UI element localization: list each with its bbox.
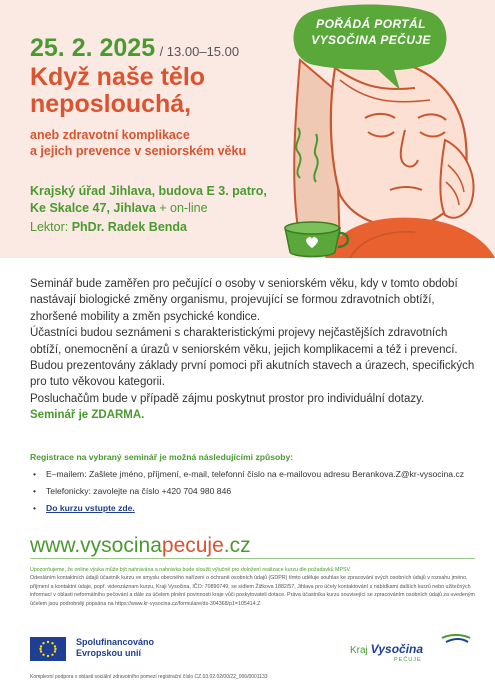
registration-link-item (30, 501, 480, 516)
bubble-line-1: POŘÁDÁ PORTÁL (316, 17, 426, 31)
footer-registration-number: Komplexní podpora v oblasti sociální zdravotního pomezí registrační číslo CZ.03.02.02/00/22_006/0001133 (30, 674, 268, 680)
website-part-1: www.vysocina (30, 534, 162, 557)
lecturer (30, 220, 187, 234)
registration-phone-text: Telefonicky: zavolejte na číslo +420 704 980 846 (46, 486, 232, 496)
kraj-prefix: Kraj (350, 645, 371, 656)
registration-email-item (30, 467, 480, 482)
registration-section (30, 450, 480, 516)
recording-note: Upozorňujeme, že online výuka může být nahrávána a nahrávka bude sloužit výlučně pro doložení realizace kurzu dle požadavků MPSV. (30, 567, 352, 573)
kraj-name (350, 642, 423, 656)
eu-flag-icon (30, 637, 66, 661)
page-title (30, 64, 285, 118)
eu-text (76, 637, 154, 659)
bubble-line-2: VYSOČINA PEČUJE (311, 33, 431, 47)
description-paragraph-1: Seminář bude zaměřen pro pečující o osoby v seniorském věku, kdy v tomto období nastávají biologické změny organismu, projevující se formou zdravotních obtíží, zhoršené mobility a změn psychické kondice. (30, 278, 458, 323)
subtitle-line-2: a jejich prevence v seniorském věku (30, 144, 247, 158)
kraj-vysocina: Vysočina (370, 642, 424, 656)
website-part-2: pecuje (161, 534, 224, 557)
divider (30, 558, 475, 559)
hero-section (0, 0, 495, 258)
lecturer-label: Lektor: (30, 220, 72, 234)
eu-line-2: Evropskou unií (76, 648, 142, 658)
eu-line-1: Spolufinancováno (76, 637, 155, 647)
course-link[interactable]: Do kurzu vstupte zde. (46, 503, 135, 513)
bullet-icon: • (33, 469, 37, 479)
bullet-icon: • (33, 503, 37, 513)
bullet-icon: • (33, 486, 37, 496)
description-paragraph-2: Účastníci budou seznámeni s charakteristickými projevy nejčastějších zdravotních obtíží, onemocnění a úrazů v seniorském věku, jejich komplikacemi a též i prevencí. Budou prezentovány základy první pomoci při akutních stavech a úrazech, specifických pro tuto věkovou kategorii. (30, 327, 475, 389)
subtitle-line-1: aneb zdravotní komplikace (30, 128, 190, 142)
page-subtitle (30, 127, 285, 159)
venue (30, 183, 280, 217)
lecturer-name: PhDr. Radek Benda (71, 220, 188, 234)
website-url[interactable] (30, 534, 251, 558)
registration-email-text: E–mailem: Zašlete jméno, příjmení, e-mail, telefonní číslo na e-mailovou adresu Berankova.Z@kr-vysocina.cz (46, 469, 465, 479)
venue-line-1: Krajský úřad Jihlava, budova E 3. patro, (30, 184, 267, 198)
free-notice: Seminář je ZDARMA. (30, 409, 145, 422)
description (30, 276, 475, 424)
gdpr-text: Odesláním kontaktních údajů účastník kurzu ve smyslu obecného nařízení o ochraně osobních údajů (GDPR) tímto uděluje souhlas ke zpracování svých osobních údajů v rozsahu jméno, příjmení a kontaktní údaje, popř. videozáznam kurzu, Kraji Vysočina, IČO: 70890749, se sídlem Žižkova 1882/57, Jihlava pro účely kontaktování s nabídkami dalších kurzů nebo užitečných informací v oblasti neformálního pečování a dále za účelem plnění povinnosti kraje vůči poskytovateli dotace. Práva účastníka kurzu související se zpracováním osobních údajů za uvedeným účelem jsou podrobněji popsána na https://www.kr-vysocina.cz/formulare/ds-304368/p1=105414.Z (30, 575, 475, 607)
kraj-vysocina-logo (350, 632, 480, 666)
bubble-text (298, 16, 444, 48)
registration-title: Registrace na vybraný seminář je možná následujícími způsoby: (30, 452, 294, 462)
kraj-pecuje: PEČUJE (394, 657, 422, 663)
description-paragraph-3: Posluchačům bude v případě zájmu poskytnut prostor pro individuální dotazy. (30, 392, 425, 405)
fine-print (30, 566, 475, 608)
title-line-1: Když naše tělo (30, 63, 206, 91)
venue-online: + on-line (155, 201, 208, 215)
venue-line-2: Ke Skalce 47, Jihlava (30, 201, 156, 215)
title-line-2: neposlouchá, (30, 90, 192, 118)
registration-list (30, 467, 480, 516)
event-date: 25. 2. 2025 (30, 34, 156, 62)
registration-phone-item (30, 484, 480, 499)
eu-logo (30, 634, 205, 664)
event-date-time (30, 34, 239, 63)
event-time: / 13.00–15.00 (159, 44, 240, 59)
website-part-3: .cz (223, 534, 251, 557)
